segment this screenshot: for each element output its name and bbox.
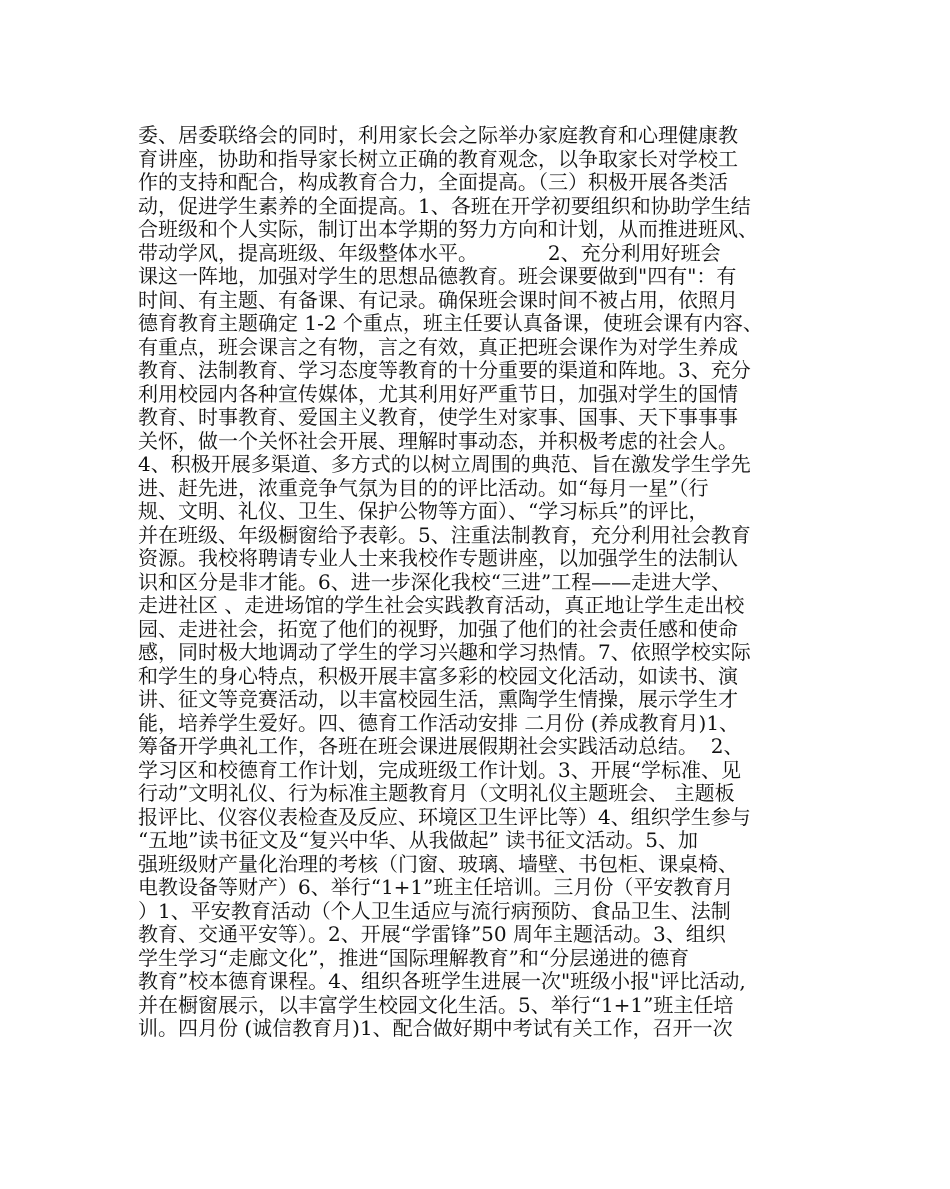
text-line: 筹备开学典礼工作，各班在班会课进展假期社会实践活动总结。 2、 [138, 734, 744, 758]
text-line: 规、文明、礼仪、卫生、保护公物等方面）、“学习标兵”的评比， [138, 499, 709, 523]
text-line: 课这一阵地，加强对学生的思想品德教育。班会课要做到"四有"：有 [138, 264, 737, 288]
text-line: 学生学习“走廊文化”，推进“国际理解教育”和“分层递进的德育 [138, 945, 690, 970]
text-line: 教育、交通平安等）。2、开展“学雷锋”50 周年主题活动。3、组织 [138, 922, 726, 946]
text-line: 作的支持和配合，构成教育合力，全面提高。（三）积极开展各类活 [138, 170, 728, 194]
text-line: 育讲座，协助和指导家长树立正确的教育观念，以争取家长对学校工 [138, 146, 738, 171]
text-line: 园、走进社会，拓宽了他们的视野，加强了他们的社会责任感和使命 [138, 616, 738, 641]
text-line: ）1、平安教育活动（个人卫生适应与流行病预防、食品卫生、法制 [138, 898, 731, 923]
text-line: 讲、征文等竞赛活动，以丰富校园生活，熏陶学生情操，展示学生才 [138, 687, 738, 711]
text-line: 有重点，班会课言之有物，言之有效，真正把班会课作为对学生养成 [138, 334, 738, 359]
text-line: 报评比、仪容仪表检查及反应、环境区卫生评比等）4、组织学生参与 [138, 804, 751, 829]
text-line: 德育教育主题确定 1-2 个重点，班主任要认真备课，使班会课有内容、 [138, 311, 763, 335]
text-line: 电教设备等财产）6、举行“1+1”班主任培训。三月份（平安教育月 [138, 875, 734, 899]
body-text [138, 124, 818, 1041]
text-line: “五地”读书征文及“复兴中华、从我做起” 读书征文活动。5、加 [138, 828, 698, 852]
text-line: 训。四月份 (诚信教育月)1、配合做好期中考试有关工作，召开一次 [138, 1016, 733, 1040]
text-line: 并在橱窗展示，以丰富学生校园文化生活。5、举行“1+1”班主任培 [138, 992, 734, 1017]
text-line: 委、居委联络会的同时，利用家长会之际举办家庭教育和心理健康教 [138, 123, 738, 147]
text-line: 学习区和校德育工作计划，完成班级工作计划。3、开展“学标准、见 [138, 757, 741, 782]
text-line: 动，促进学生素养的全面提高。1、各班在开学初要组织和协助学生结 [138, 193, 751, 218]
text-line: 资源。我校将聘请专业人士来我校作专题讲座，以加强学生的法制认 [138, 546, 738, 570]
text-line: 带动学风，提高班级、年级整体水平。 2、充分利用好班会 [138, 240, 721, 265]
text-line: 时间、有主题、有备课、有记录。确保班会课时间不被占用，依照月 [138, 287, 738, 312]
text-line: 行动”文明礼仪、行为标准主题教育月（文明礼仪主题班会、 主题板 [138, 781, 735, 805]
text-line: 关怀，做一个关怀社会开展、理解时事动态，并积极考虑的社会人。 [138, 428, 738, 453]
text-line: 和学生的身心特点，积极开展丰富多彩的校园文化活动，如读书、演 [138, 663, 738, 688]
text-line: 教育”校本德育课程。4、组织各班学生进展一次"班级小报"评比活动, [138, 969, 746, 993]
text-line: 合班级和个人实际，制订出本学期的努力方向和计划，从而推进班风、 [138, 217, 758, 241]
text-line: 能，培养学生爱好。四、德育工作活动安排 二月份 (养成教育月)1、 [138, 710, 740, 735]
text-line: 强班级财产量化治理的考核（门窗、玻璃、墙壁、书包柜、课桌椅、 [138, 851, 738, 876]
text-line: 进、赶先进，浓重竞争气氛为目的的评比活动。如“每月一星”（行 [138, 475, 709, 500]
text-line: 利用校园内各种宣传媒体，尤其利用好严重节日，加强对学生的国情 [138, 381, 738, 406]
text-line: 教育、时事教育、爱国主义教育，使学生对家事、国事、天下事事事 [138, 405, 738, 429]
text-line: 并在班级、年级橱窗给予表彰。5、注重法制教育，充分利用社会教育 [138, 522, 751, 547]
text-line: 识和区分是非才能。6、进一步深化我校“三进”工程——走进大学、 [138, 569, 732, 594]
text-line: 4、积极开展多渠道、多方式的以树立周围的典范、旨在激发学生学先 [138, 452, 751, 476]
text-line: 走进社区 、走进场馆的学生社会实践教育活动，真正地让学生走出校 [138, 593, 745, 617]
text-line: 感，同时极大地调动了学生的学习兴趣和学习热情。7、依照学校实际 [138, 640, 751, 664]
text-line: 教育、法制教育、学习态度等教育的十分重要的渠道和阵地。3、充分 [138, 358, 751, 382]
